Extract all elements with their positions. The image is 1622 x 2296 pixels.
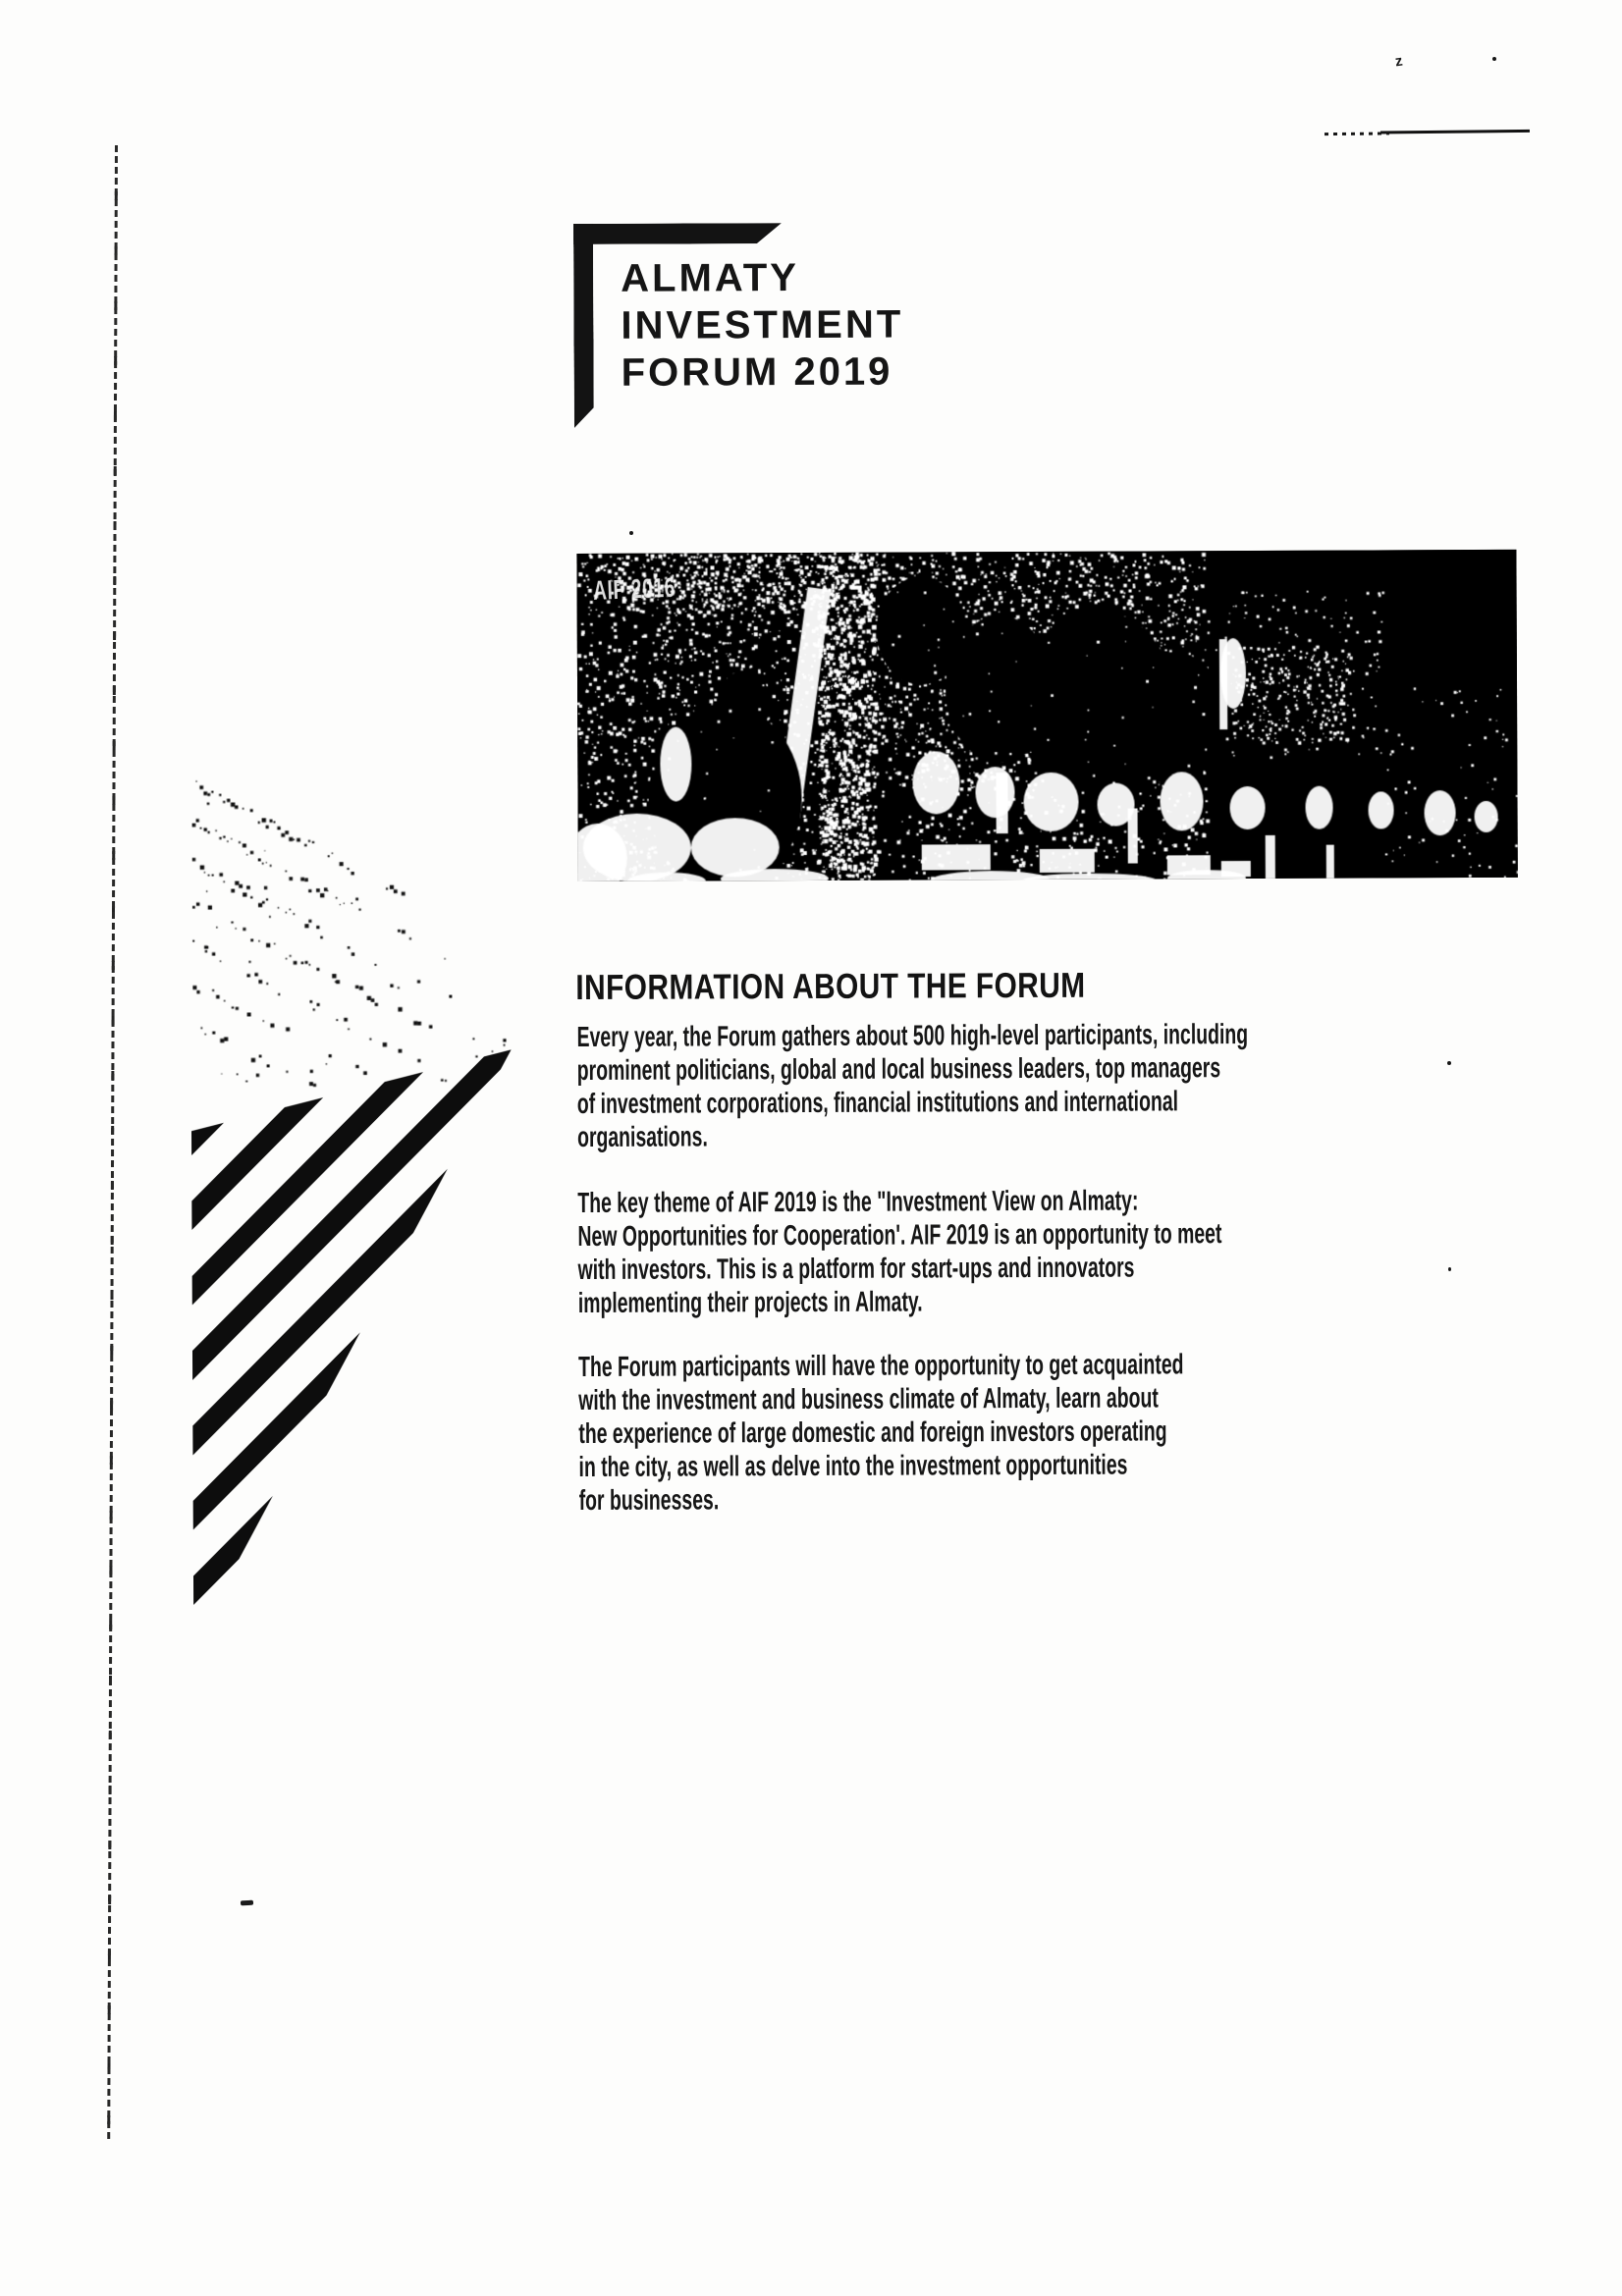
section-heading: INFORMATION ABOUT THE FORUM xyxy=(575,964,1086,1008)
paragraph-forum-overview: Every year, the Forum gathers about 500 high-level participants, including prominent politicians, global and local business leaders, top managers of investment corporations, financial institutions and international organisations. xyxy=(576,1019,1249,1154)
logo-wordmark xyxy=(621,253,1034,397)
paragraph-key-theme: The key theme of AIF 2019 is the "Investment View on Almaty: New Opportunities for Cooperation'. AIF 2019 is an opportunity to meet with investors. This is a platform for start-ups and innovators implementing their projects in Almaty. xyxy=(577,1185,1222,1320)
scan-artifact-corner-mark: z xyxy=(1393,52,1404,71)
aif-logo xyxy=(0,0,1617,395)
logo-bracket-top-bar xyxy=(573,223,782,244)
logo-line-almaty: ALMATY xyxy=(621,256,799,300)
logo-line-forum-year: FORUM 2019 xyxy=(621,349,893,395)
logo-bracket-left-bar xyxy=(573,224,594,428)
stripe-arrow-solid xyxy=(191,1049,514,1643)
paragraph-participants: The Forum participants will have the opportunity to get acquainted with the investment and business climate of Almaty, learn about the experience of large domestic and foreign investors operating in the city, as well as delve into the investment opportunities for businesses. xyxy=(577,1349,1184,1518)
logo-line-investment: INVESTMENT xyxy=(621,302,904,347)
photo-watermark: AIF 2016 xyxy=(592,571,676,606)
forum-photo xyxy=(576,550,1517,881)
forum-photo-canvas xyxy=(576,550,1517,881)
stripe-arrow-faded-canvas xyxy=(189,776,529,1102)
